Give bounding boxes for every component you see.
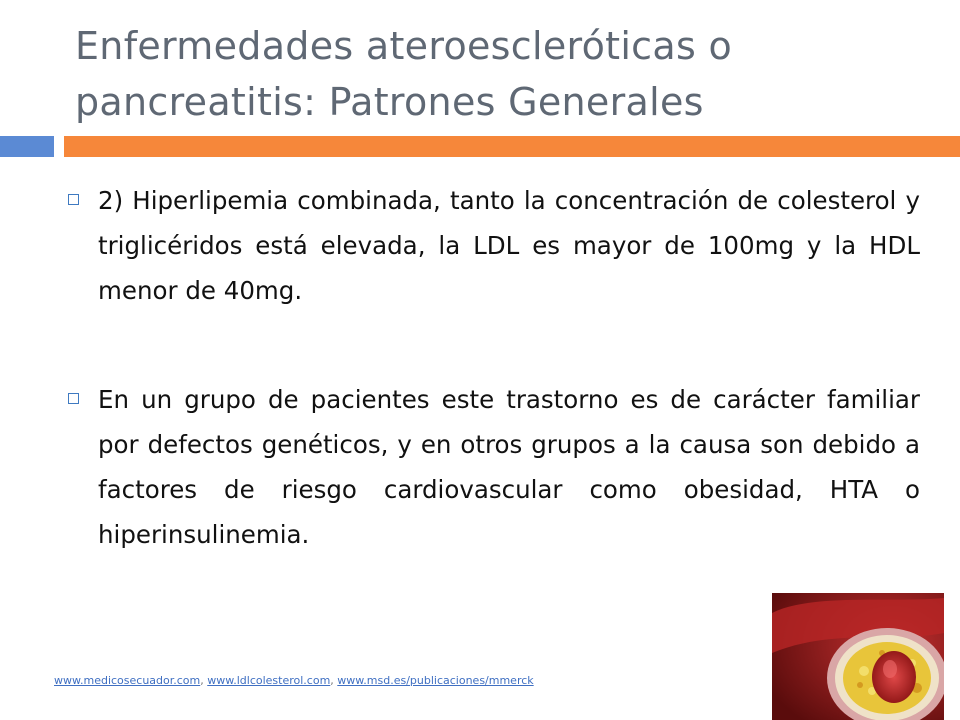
slide-title-line-1: Enfermedades ateroescleróticas o (75, 24, 732, 68)
title-accent-bar-orange (64, 136, 960, 157)
bullet-item (60, 178, 920, 313)
artery-illustration-icon (772, 593, 944, 720)
source-separator: , (200, 674, 208, 687)
title-accent-bar-blue (0, 136, 54, 157)
source-link-medicosecuador[interactable]: www.medicosecuador.com (54, 674, 201, 687)
bullet-list (60, 178, 920, 557)
square-bullet-icon (68, 194, 79, 205)
source-link-msd[interactable]: www.msd.es/publicaciones/mmerck (337, 674, 534, 687)
sources-footer (54, 674, 754, 687)
artery-plaque-image (772, 593, 944, 720)
slide-title (75, 18, 935, 130)
bullet-text: 2) Hiperlipemia combinada, tanto la concentración de colesterol y triglicéridos está elevada, la LDL es mayor de 100mg y la HDL menor de 40mg. (98, 186, 920, 305)
bullet-text: En un grupo de pacientes este trastorno es de carácter familiar por defectos genéticos, y en otros grupos a la causa son debido a factores de riesgo cardiovascular como obesidad, HTA o hiperinsulinemia. (98, 385, 920, 549)
source-link-ldlcolesterol[interactable]: www.ldlcolesterol.com (207, 674, 331, 687)
bullet-item (60, 377, 920, 557)
square-bullet-icon (68, 393, 79, 404)
slide-title-line-2: pancreatitis: Patrones Generales (75, 80, 704, 124)
source-separator: , (330, 674, 338, 687)
